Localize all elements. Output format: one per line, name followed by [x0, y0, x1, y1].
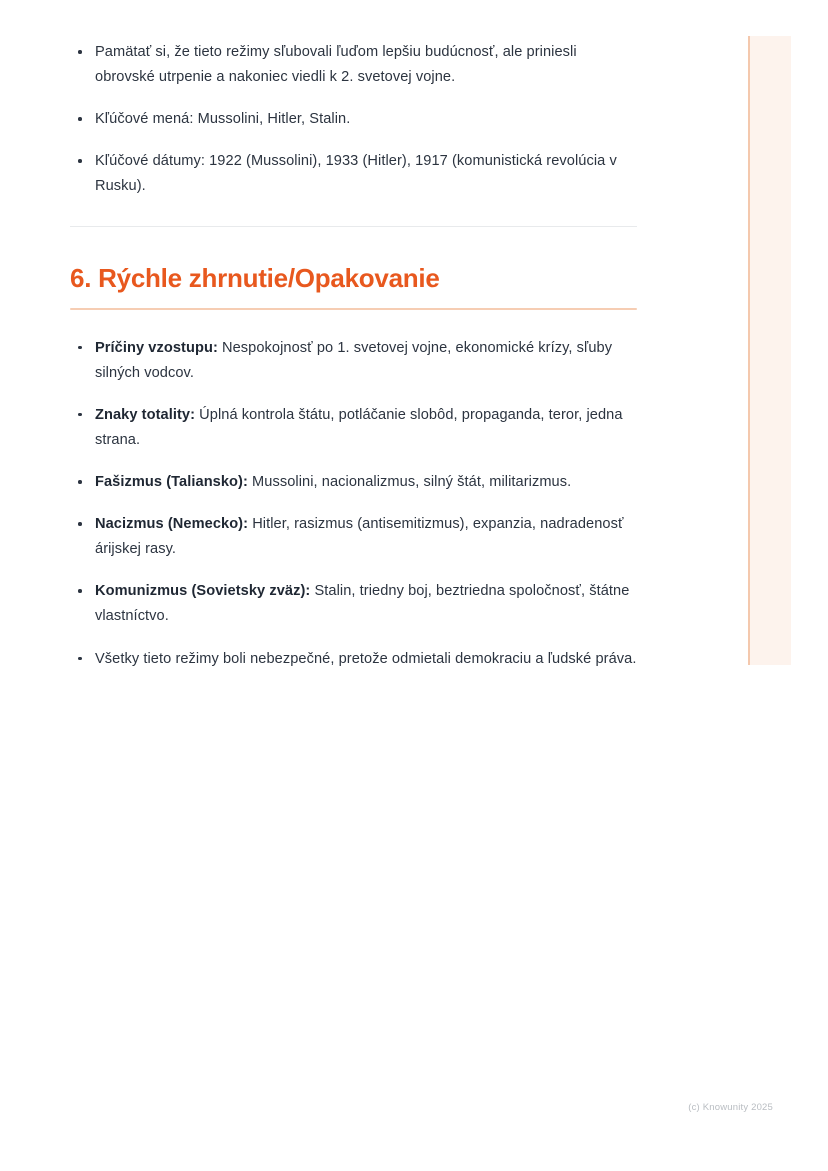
section-divider — [70, 226, 637, 227]
summary-bullet-list — [70, 336, 637, 672]
document-content — [70, 0, 637, 672]
list-item — [70, 40, 637, 90]
list-item — [70, 647, 637, 672]
list-item — [70, 470, 637, 495]
list-item-text: Všetky tieto režimy boli nebezpečné, pretože odmietali demokraciu a ľudské práva. — [95, 650, 637, 667]
list-item-label: Komunizmus (Sovietsky zväz): — [95, 583, 315, 600]
list-item-label: Fašizmus (Taliansko): — [95, 474, 253, 491]
list-item — [70, 579, 637, 629]
heading-underline — [70, 308, 637, 310]
list-item-text: Kľúčové dátumy: 1922 (Mussolini), 1933 (Hitler), 1917 (komunistická revolúcia v Rusku). — [95, 153, 617, 195]
list-item — [70, 149, 637, 199]
list-item — [70, 403, 637, 453]
list-item-text: Nespokojnosť po 1. svetovej vojne, ekonomické krízy, sľuby silných vodcov. — [95, 339, 613, 381]
list-item-label: Nacizmus (Nemecko): — [95, 516, 253, 533]
list-item — [70, 336, 637, 386]
list-item-text: Pamätať si, že tieto režimy sľubovali ľuďom lepšiu budúcnosť, ale priniesli obrovské utrpenie a nakoniec viedli k 2. svetovej vojne. — [95, 44, 577, 86]
document-page — [0, 0, 708, 672]
summary-bullet-section — [70, 336, 637, 672]
page-title: 6. Rýchle zhrnutie/Opakovanie — [70, 263, 440, 294]
list-item-label: Znaky totality: — [95, 406, 200, 423]
intro-bullet-list — [70, 40, 637, 199]
list-item-label: Príčiny vzostupu: — [95, 339, 222, 356]
list-item — [70, 512, 637, 562]
intro-bullet-section — [70, 0, 637, 199]
list-item-text: Hitler, rasizmus (antisemitizmus), expanzia, nadradenosť árijskej rasy. — [95, 516, 624, 558]
decorative-side-panel — [748, 36, 791, 665]
list-item-text: Úplná kontrola štátu, potláčanie slobôd, propaganda, teror, jedna strana. — [95, 406, 623, 448]
list-item-text: Kľúčové mená: Mussolini, Hitler, Stalin. — [95, 111, 351, 128]
list-item — [70, 107, 637, 132]
list-item-text: Stalin, triedny boj, beztriedna spoločnosť, štátne vlastníctvo. — [95, 583, 630, 625]
list-item-text: Mussolini, nacionalizmus, silný štát, militarizmus. — [252, 474, 572, 491]
footer-copyright: (c) Knowunity 2025 — [688, 1102, 773, 1113]
